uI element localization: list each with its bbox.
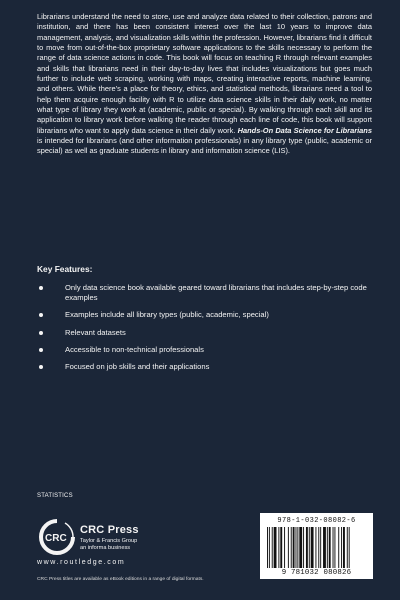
barcode-bar — [269, 527, 270, 568]
barcode-bar — [296, 527, 297, 568]
bullet-icon — [39, 313, 43, 317]
key-features-list — [37, 283, 367, 379]
barcode-bar — [293, 527, 295, 568]
barcode-bar — [291, 527, 292, 568]
barcode-bar — [272, 527, 273, 568]
barcode-bar — [288, 527, 289, 568]
list-item — [37, 362, 367, 372]
barcode-bar — [309, 527, 310, 568]
list-item — [37, 310, 367, 320]
publisher-website: www.routledge.com — [37, 559, 126, 566]
publisher-name: CRC Press — [80, 524, 139, 536]
barcode-bars — [267, 527, 366, 568]
key-features-heading: Key Features: — [37, 264, 93, 274]
barcode-bar — [267, 527, 268, 568]
publisher-group-line-2: an informa business — [80, 545, 131, 551]
barcode-bar — [349, 527, 350, 568]
feature-text: Focused on job skills and their applications — [65, 362, 210, 372]
feature-text: Accessible to non-technical professionals — [65, 344, 204, 354]
barcode-bar — [333, 527, 334, 568]
bullet-icon — [39, 331, 43, 335]
publisher-logo — [37, 519, 197, 559]
barcode-bar — [297, 527, 298, 568]
barcode-bar — [303, 527, 304, 568]
isbn-label: 978-1-032-08082-6 — [277, 517, 356, 525]
list-item — [37, 328, 367, 338]
barcode-bar — [306, 527, 308, 568]
description-part-1: Librarians understand the need to store, use and analyze data related to their collection, patrons and institution, and there has been consistent interest over the last 10 years to improve data management, analysis, and visualization skills within the profession. However, librarians find it difficult to move from out-of-the-box proprietary software applications to the skills necessary to perform the range of data science actions in code. This book will focus on teaching R through relevant examples and skills that librarians need in their day-to-day lives that includes visualizations but goes much further to include web scraping, working with maps, creating interactive reports, machine learning, and others. While there’s a place for theory, ethics, and statistical methods, librarians need a tool to help them acquire enough facility with R to utilize data science skills in their daily work, no matter what type of library they work at (academic, public or special). By walking through each skill and its application to library work before walking the reader through each line of code, this book will support librarians who want to apply data science in their daily work. — [37, 12, 372, 135]
book-description — [37, 12, 372, 157]
barcode-bar — [347, 527, 348, 568]
barcode-digits: 9 781032 080826 — [281, 569, 352, 577]
feature-text: Relevant datasets — [65, 327, 126, 337]
barcode-bar — [274, 527, 277, 568]
feature-text: Examples include all library types (public, academic, special) — [65, 310, 269, 320]
crc-logo-icon — [37, 519, 77, 555]
bullet-icon — [39, 348, 43, 352]
barcode-bar — [315, 527, 316, 568]
bullet-icon — [39, 365, 43, 369]
barcode-bar — [334, 527, 335, 568]
publisher-group-line-1: Taylor & Francis Group — [80, 538, 138, 544]
publisher-group — [80, 538, 137, 552]
crc-logo-text: CRC — [45, 533, 67, 544]
list-item — [37, 283, 367, 303]
barcode-bar — [280, 527, 282, 568]
barcode-bar — [341, 527, 342, 568]
barcode-bar — [278, 527, 279, 568]
barcode-bar — [299, 527, 302, 568]
barcode-bar — [329, 527, 331, 568]
barcode-bar — [338, 527, 339, 568]
barcode-bar — [320, 527, 321, 568]
book-title-emphasis: Hands-On Data Science for Librarians — [237, 125, 372, 135]
subject-category: STATISTICS — [37, 493, 73, 499]
barcode-bar — [327, 527, 328, 568]
feature-text: Only data science book available geared toward librarians that includes step-by-step code examples — [65, 283, 367, 303]
list-item — [37, 345, 367, 355]
description-part-2: is intended for librarians (and other information professionals) in any library type (public, academic or special) as well as graduate students in library and information science (LIS). — [37, 136, 372, 156]
bullet-icon — [39, 286, 43, 290]
barcode-bar — [343, 527, 345, 568]
isbn-barcode — [260, 513, 373, 579]
barcode-bar — [323, 527, 326, 568]
barcode-bar — [311, 527, 314, 568]
ebook-footnote: CRC Press titles are available as eBook editions in a range of digital formats. — [37, 577, 204, 582]
barcode-bar — [318, 527, 319, 568]
barcode-bar — [284, 527, 285, 568]
